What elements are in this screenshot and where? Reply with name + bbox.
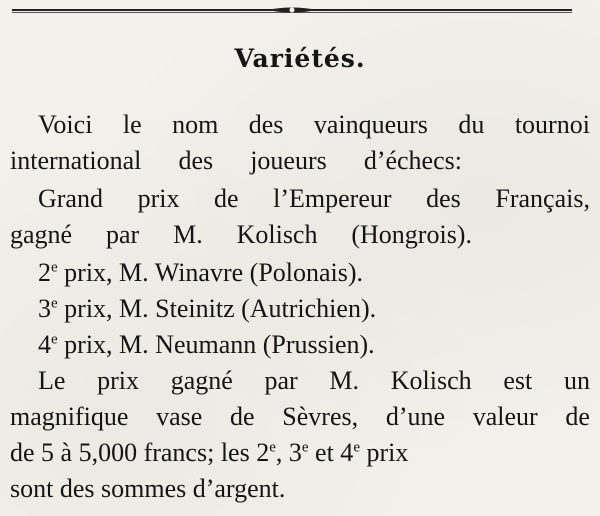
word: des bbox=[178, 146, 214, 175]
prize-rank: 4 bbox=[38, 330, 51, 359]
word: de bbox=[214, 184, 239, 213]
text-line-9 bbox=[10, 404, 590, 430]
text-line-11 bbox=[10, 476, 285, 502]
word: l’Empereur bbox=[273, 184, 392, 213]
word: de bbox=[565, 402, 590, 431]
word: Kolisch bbox=[236, 220, 318, 249]
word: prix bbox=[97, 366, 140, 395]
text-segment: , 3 bbox=[275, 438, 302, 467]
ornamental-rule-graphic bbox=[12, 6, 572, 16]
word: est bbox=[503, 366, 533, 395]
word: Sèvres, bbox=[282, 402, 359, 431]
word: des bbox=[426, 184, 461, 213]
text-segment: prix bbox=[359, 438, 409, 467]
word: par bbox=[264, 366, 298, 395]
word: de bbox=[230, 402, 255, 431]
word: un bbox=[563, 366, 590, 395]
ordinal-suffix: e bbox=[301, 439, 309, 456]
word: valeur bbox=[472, 402, 538, 431]
word: gagné bbox=[170, 366, 233, 395]
text-line-4 bbox=[10, 222, 472, 248]
ordinal-suffix: e bbox=[51, 295, 58, 312]
word: Voici bbox=[38, 110, 93, 139]
text-line-7 bbox=[38, 332, 375, 358]
ordinal-suffix: e bbox=[51, 331, 58, 348]
word: du bbox=[458, 110, 485, 139]
word: vainqueurs bbox=[313, 110, 428, 139]
text-segment: sont des sommes d’argent. bbox=[10, 474, 286, 503]
word: Grand bbox=[38, 184, 103, 213]
word: Français, bbox=[495, 184, 590, 213]
prize-rank: 2 bbox=[38, 258, 51, 287]
text-line-2 bbox=[10, 148, 462, 174]
word: des bbox=[248, 110, 284, 139]
word: prix bbox=[137, 184, 180, 213]
ordinal-suffix: e bbox=[51, 259, 58, 276]
section-heading: Variétés. bbox=[234, 44, 366, 73]
prize-rank: 3 bbox=[38, 294, 51, 323]
word: d’échecs: bbox=[363, 146, 462, 175]
word: gagné bbox=[10, 220, 73, 249]
word: tournoi bbox=[514, 110, 590, 139]
text-segment: et 4 bbox=[308, 438, 354, 467]
prize-winner: prix, M. Winavre (Polonais). bbox=[64, 258, 364, 287]
word: M. bbox=[173, 220, 203, 249]
word: par bbox=[105, 220, 140, 249]
word: vase bbox=[156, 402, 203, 431]
text-line-10 bbox=[10, 440, 408, 466]
text-line-5 bbox=[38, 260, 363, 286]
text-line-1 bbox=[38, 112, 590, 138]
text-line-3 bbox=[38, 186, 590, 212]
word: international bbox=[10, 146, 142, 175]
text-line-8 bbox=[38, 368, 590, 394]
prize-winner: prix, M. Neumann (Prussien). bbox=[64, 330, 375, 359]
word: nom bbox=[172, 110, 219, 139]
word: Kolisch bbox=[390, 366, 472, 395]
word: d’une bbox=[385, 402, 446, 431]
word: M. bbox=[329, 366, 360, 395]
prize-winner: prix, M. Steinitz (Autrichien). bbox=[64, 294, 377, 323]
word: le bbox=[122, 110, 142, 139]
word: Le bbox=[38, 366, 66, 395]
ordinal-suffix: e bbox=[269, 439, 276, 456]
text-line-6 bbox=[38, 296, 376, 322]
ornamental-rule bbox=[12, 6, 572, 16]
text-segment: de 5 à 5,000 francs; les 2 bbox=[10, 438, 270, 467]
ordinal-suffix: e bbox=[353, 439, 360, 456]
word: magnifique bbox=[10, 402, 129, 431]
word: joueurs bbox=[250, 146, 327, 175]
word: (Hongrois). bbox=[351, 220, 472, 249]
